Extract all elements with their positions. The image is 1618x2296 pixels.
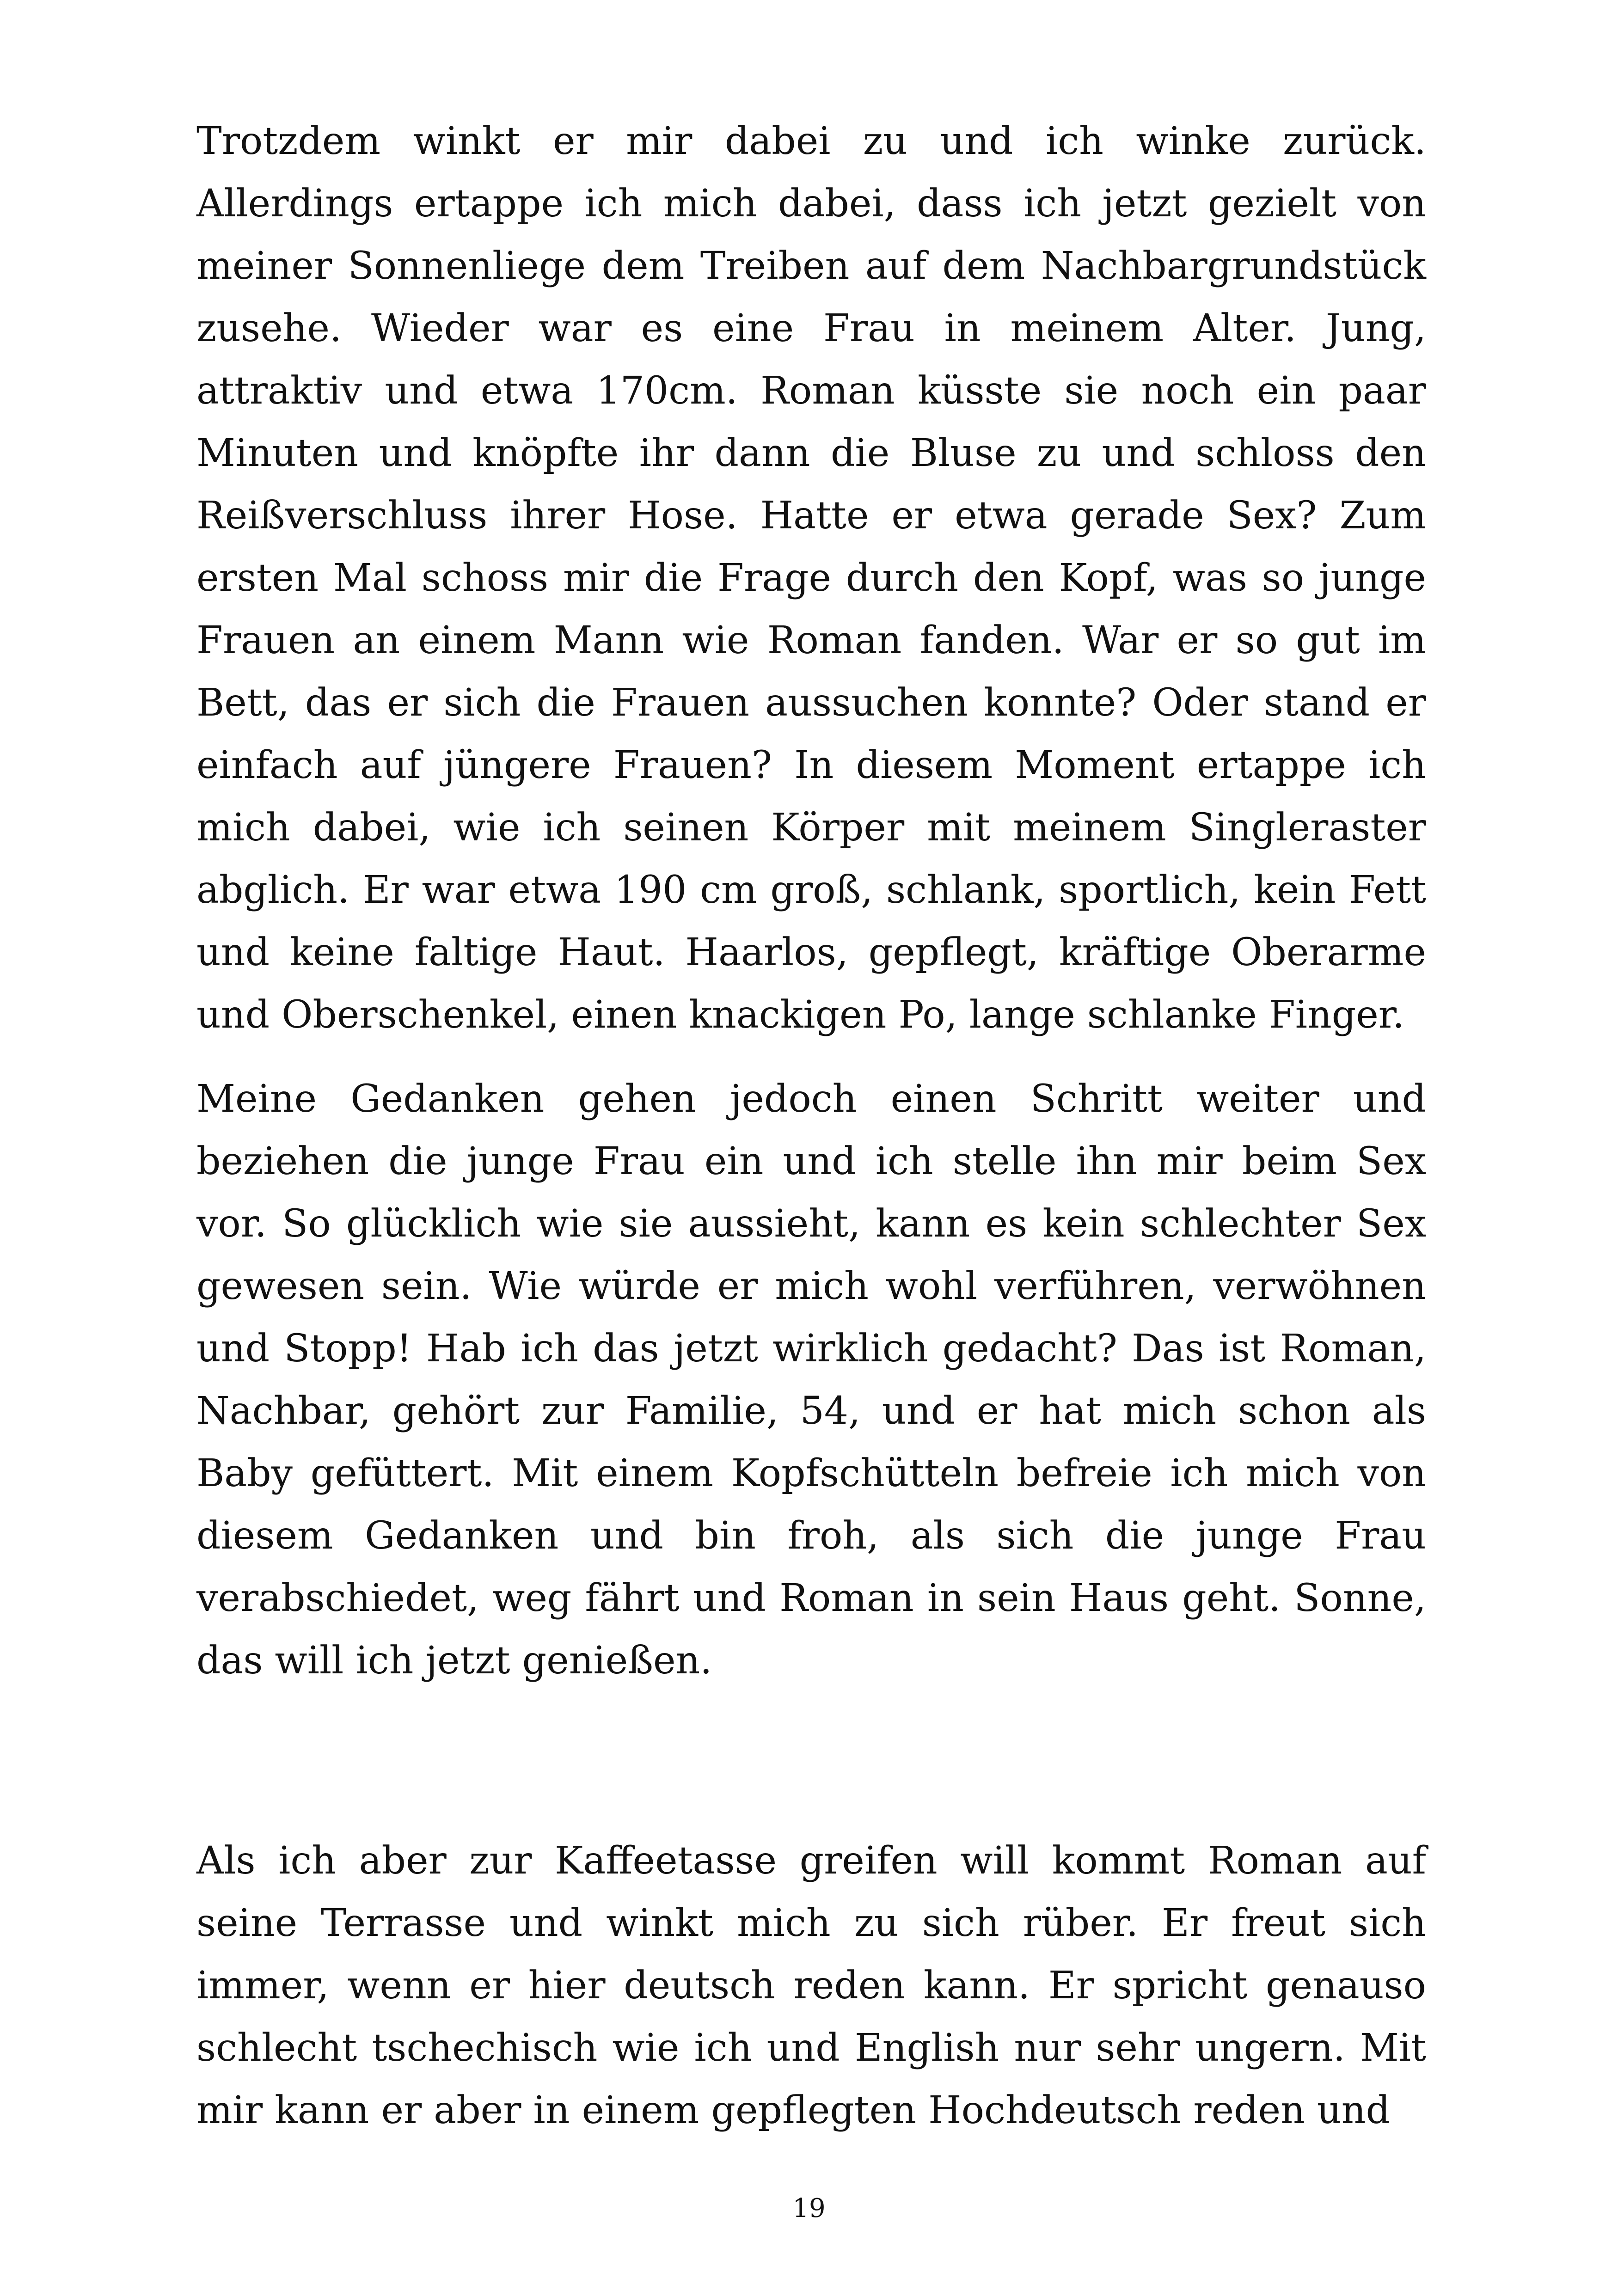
- paragraph: Trotzdem winkt er mir dabei zu und ich winke zurück. Allerdings ertappe ich mich dabei, dass ich jetzt gezielt von meiner Sonnenliege dem Treiben auf dem Nachbargrundstück zusehe. Wieder war es eine Frau in meinem Alter. Jung, attraktiv und etwa 170cm. Roman küsste sie noch ein paar Minuten und knöpfte ihr dann die Bluse zu und schloss den Reißverschluss ihrer Hose. Hatte er etwa gerade Sex? Zum ersten Mal schoss mir die Frage durch den Kopf, was so junge Frauen an einem Mann wie Roman fanden. War er so gut im Bett, das er sich die Frauen aussuchen konnte? Oder stand er einfach auf jüngere Frauen? In diesem Moment ertappe ich mich dabei, wie ich seinen Körper mit meinem Singleraster abglich. Er war etwa 190 cm groß, schlank, sportlich, kein Fett und keine faltige Haut. Haarlos, gepflegt, kräftige Oberarme und Oberschenkel, einen knackigen Po, lange schlanke Finger.: [196, 119, 1426, 1037]
- paragraph: Meine Gedanken gehen jedoch einen Schritt weiter und beziehen die junge Frau ein und ich stelle ihn mir beim Sex vor. So glücklich wie sie aussieht, kann es kein schlechter Sex gewesen sein. Wie würde er mich wohl verführen, verwöhnen und Stopp! Hab ich das jetzt wirklich gedacht? Das ist Roman, Nachbar, gehört zur Familie, 54, und er hat mich schon als Baby gefüttert. Mit einem Kopfschütteln befreie ich mich von diesem Gedanken und bin froh, als sich die junge Frau verabschiedet, weg fährt und Roman in sein Haus geht. Sonne, das will ich jetzt genießen.: [196, 1077, 1426, 1683]
- page-number: 19: [792, 2193, 826, 2223]
- paragraph: Als ich aber zur Kaffeetasse greifen will kommt Roman auf seine Terrasse und winkt mich zu sich rüber. Er freut sich immer, wenn er hier deutsch reden kann. Er spricht genauso schlecht tschechisch wie ich und English nur sehr ungern. Mit mir kann er aber in einem gepflegten Hochdeutsch reden und: [196, 1839, 1426, 2132]
